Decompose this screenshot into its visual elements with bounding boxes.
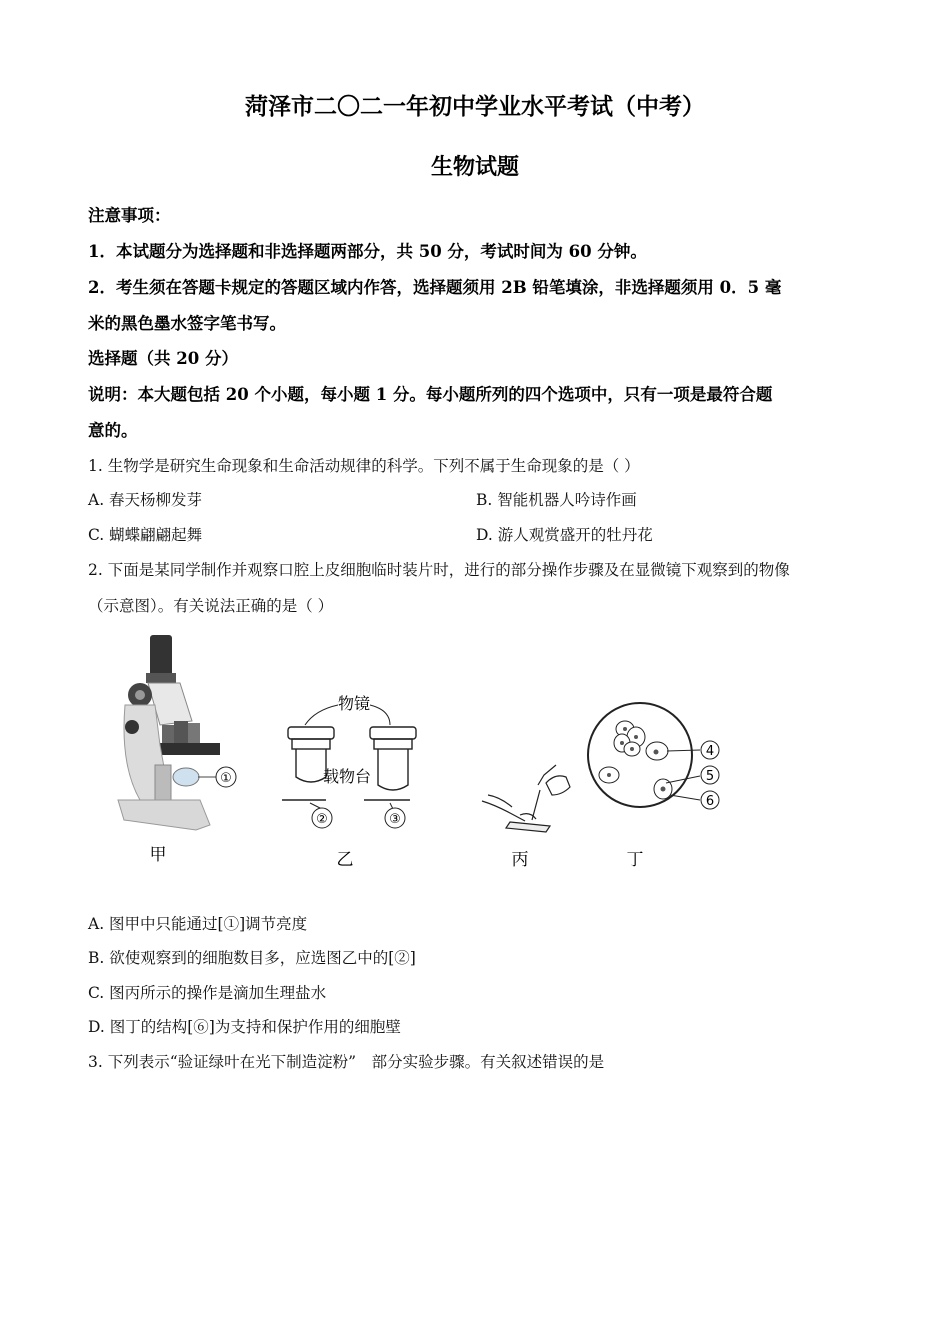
q2-stem-line-1: 2. 下面是某同学制作并观察口腔上皮细胞临时装片时，进行的部分操作步骤及在显微镜下观察到的物像 bbox=[88, 561, 790, 579]
mark-5: 5 bbox=[705, 769, 715, 784]
notice-item-1: 1．本试题分为选择题和非选择题两部分，共 50 分，考试时间为 60 分钟。 bbox=[88, 242, 647, 261]
field-of-view bbox=[588, 703, 700, 807]
q1-option-d: D. 游人观赏盛开的牡丹花 bbox=[476, 526, 653, 544]
section-desc-line-1: 说明：本大题包括 20 个小题，每小题 1 分。每小题所列的四个选项中，只有一项是最符合题 bbox=[88, 385, 773, 404]
q3-stem: 3. 下列表示“验证绿叶在光下制造淀粉” 部分实验步骤。有关叙述错误的是 bbox=[88, 1053, 605, 1071]
objective-label: 物镜 bbox=[337, 694, 371, 713]
q2-figure bbox=[100, 625, 740, 875]
q2-option-a: A. 图甲中只能通过[①]调节亮度 bbox=[88, 915, 308, 933]
notice-item-2-line-1: 2．考生须在答题卡规定的答题区域内作答，选择题须用 2B 铅笔填涂，非选择题须用 0．5 毫 bbox=[88, 278, 782, 297]
figure-label-ding: 丁 bbox=[626, 850, 644, 870]
mark-4: 4 bbox=[705, 744, 715, 759]
q1-stem: 1. 生物学是研究生命现象和生命活动规律的科学。下列不属于生命现象的是（ ） bbox=[88, 457, 640, 475]
q2-option-d: D. 图丁的结构[⑥]为支持和保护作用的细胞壁 bbox=[88, 1018, 401, 1036]
notice-item-2-line-2: 米的黑色墨水签字笔书写。 bbox=[88, 314, 286, 333]
stage-label: 载物台 bbox=[322, 767, 372, 786]
exam-subtitle: 生物试题 bbox=[430, 154, 519, 180]
q1-option-b: B. 智能机器人吟诗作画 bbox=[476, 491, 637, 509]
exam-title: 菏泽市二〇二一年初中学业水平考试（中考） bbox=[245, 93, 705, 120]
figure-label-yi: 乙 bbox=[336, 850, 354, 870]
q2-option-b: B. 欲使观察到的细胞数目多，应选图乙中的[②] bbox=[88, 949, 416, 967]
objective-high bbox=[370, 727, 416, 790]
mark-6: 6 bbox=[705, 794, 715, 809]
notice-heading: 注意事项： bbox=[88, 206, 171, 225]
figure-label-jia: 甲 bbox=[149, 845, 167, 865]
q1-option-a: A. 春天杨柳发芽 bbox=[88, 491, 203, 509]
mark-2: ② bbox=[316, 812, 328, 827]
mark-3: ③ bbox=[389, 812, 401, 827]
q1-option-c: C. 蝴蝶翩翩起舞 bbox=[88, 526, 203, 544]
label-1-marker bbox=[216, 767, 236, 787]
mark-1: ① bbox=[220, 771, 232, 786]
q2-stem-line-2: （示意图）。有关说法正确的是（ ） bbox=[88, 597, 334, 615]
dropper-illustration bbox=[482, 765, 570, 832]
section-desc-line-2: 意的。 bbox=[88, 421, 138, 440]
section-heading: 选择题（共 20 分） bbox=[88, 349, 238, 368]
microscope-illustration bbox=[118, 635, 220, 830]
q2-option-c: C. 图丙所示的操作是滴加生理盐水 bbox=[88, 984, 327, 1002]
figure-label-bing: 丙 bbox=[511, 850, 529, 870]
